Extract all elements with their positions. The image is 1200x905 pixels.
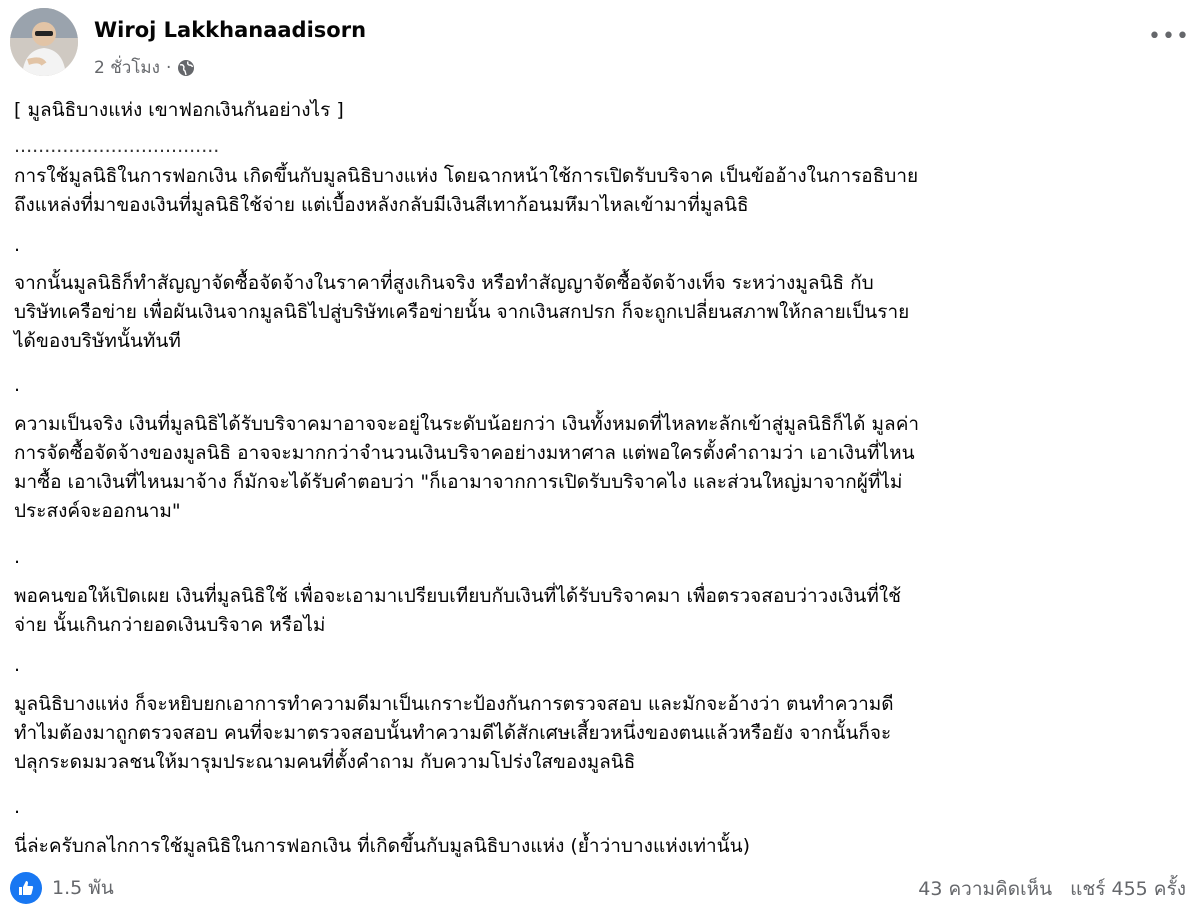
reactions-summary[interactable]	[10, 872, 114, 904]
like-icon	[10, 872, 42, 904]
paragraph-line: ทำไมต้องมาถูกตรวจสอบ คนที่จะมาตรวจสอบนั้นทำความดีได้สักเศษเสี้ยวหนึ่งของตนแล้วหรือยัง จากนั้นก็จะ	[14, 722, 892, 744]
author-name[interactable]: Wiroj Lakkhanaadisorn	[94, 18, 367, 42]
spacer-dot: .	[14, 546, 21, 568]
paragraph-4	[14, 582, 901, 640]
paragraph-5	[14, 690, 894, 777]
paragraph-line: มูลนิธิบางแห่ง ก็จะหยิบยกเอาการทำความดีมาเป็นเกราะป้องกันการตรวจสอบ และมักจะอ้างว่า ตนทำความดี	[14, 693, 894, 715]
spacer-dot: .	[14, 374, 21, 396]
paragraph-line: ถึงแหล่งที่มาของเงินที่มูลนิธิใช้จ่าย แต่เบื้องหลังกลับมีเงินสีเทาก้อนมหึมาไหลเข้ามาที่มูลนิธิ	[14, 194, 749, 216]
paragraph-line: ความเป็นจริง เงินที่มูลนิธิได้รับบริจาคมาอาจจะอยู่ในระดับน้อยกว่า เงินทั้งหมดที่ไหลทะลักเข้าสู่มูลนิธิก็ได้ มูลค่า	[14, 413, 920, 435]
paragraph-line: บริษัทเครือข่าย เพื่อผันเงินจากมูลนิธิไปสู่บริษัทเครือข่ายนั้น จากเงินสกปรก ก็จะถูกเปลี่ยนสภาพให้กลายเป็นราย	[14, 301, 910, 323]
spacer-dot: .	[14, 234, 21, 256]
paragraph-line: จ่าย นั้นเกินกว่ายอดเงินบริจาค หรือไม่	[14, 614, 326, 636]
paragraph-line: ได้ของบริษัทนั้นทันที	[14, 330, 181, 352]
paragraph-line: พอคนขอให้เปิดเผย เงินที่มูลนิธิใช้ เพื่อจะเอามาเปรียบเทียบกับเงินที่ได้รับบริจาคมา เพื่อตรวจสอบว่าวงเงินที่ใช้	[14, 585, 902, 607]
post-divider: ..................................	[14, 135, 220, 157]
more-options-icon[interactable]: •••	[1148, 23, 1190, 49]
author-avatar[interactable]	[10, 8, 78, 76]
post-footer	[10, 870, 1186, 904]
share-count-link[interactable]: แชร์ 455 ครั้ง	[1070, 878, 1186, 900]
paragraph-2	[14, 269, 909, 356]
globe-icon	[177, 59, 195, 77]
paragraph-line: ปลุกระดมมวลชนให้มารุมประณามคนที่ตั้งคำถาม กับความโปร่งใสของมูลนิธิ	[14, 751, 636, 773]
spacer-dot: .	[14, 654, 21, 676]
reaction-count: 1.5 พัน	[52, 877, 114, 899]
paragraph-line: นี่ล่ะครับกลไกการใช้มูลนิธิในการฟอกเงิน ที่เกิดขึ้นกับมูลนิธิบางแห่ง (ย้ำว่าบางแห่งเท่านั้น)	[14, 835, 751, 857]
paragraph-line: ประสงค์จะออกนาม"	[14, 500, 181, 522]
paragraph-3	[14, 410, 919, 526]
paragraph-line: การใช้มูลนิธิในการฟอกเงิน เกิดขึ้นกับมูลนิธิบางแห่ง โดยฉากหน้าใช้การเปิดรับบริจาค เป็นข้ออ้างในการอธิบาย	[14, 165, 919, 187]
paragraph-6	[14, 832, 750, 861]
paragraph-line: จากนั้นมูลนิธิก็ทำสัญญาจัดซื้อจัดจ้างในราคาที่สูงเกินจริง หรือทำสัญญาจัดซื้อจัดจ้างเท็จ ระหว่างมูลนิธิ กับ	[14, 272, 874, 294]
engagement-stats	[918, 874, 1186, 904]
post-title: [ มูลนิธิบางแห่ง เขาฟอกเงินกันอย่างไร ]	[14, 99, 344, 121]
post-meta	[94, 54, 195, 81]
spacer-dot: .	[14, 796, 21, 818]
post-time[interactable]: 2 ชั่วโมง	[94, 58, 160, 78]
paragraph-line: การจัดซื้อจัดจ้างของมูลนิธิ อาจจะมากกว่าจำนวนเงินบริจาคอย่างมหาศาล แต่พอใครตั้งคำถามว่า เอาเงินที่ไหน	[14, 442, 915, 464]
paragraph-1	[14, 162, 918, 220]
comment-count-link[interactable]: 43 ความคิดเห็น	[918, 878, 1053, 900]
meta-separator: ·	[165, 57, 172, 78]
paragraph-line: มาซื้อ เอาเงินที่ไหนมาจ้าง ก็มักจะได้รับคำตอบว่า "ก็เอามาจากการเปิดรับบริจาคไง และส่วนใหญ่มาจากผู้ที่ไม่	[14, 471, 903, 493]
